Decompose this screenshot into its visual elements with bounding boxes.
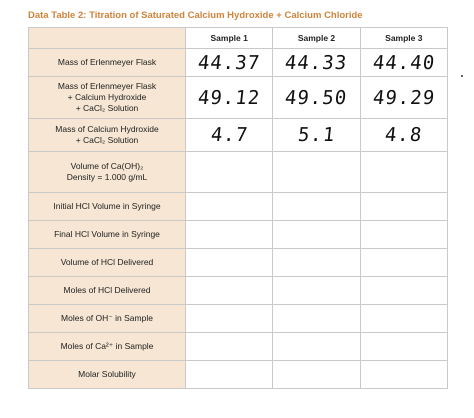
table-title: Data Table 2: Titration of Saturated Calcium Hydroxide + Calcium Chloride [28, 10, 363, 21]
value-cell-sample-2[interactable] [273, 361, 360, 389]
value-cell-sample-2[interactable] [273, 193, 360, 221]
row-label-molar-solubility: Molar Solubility [29, 361, 186, 389]
table-row [29, 249, 448, 277]
handwritten-value: 4.7 [209, 124, 249, 146]
handwritten-value: 49.50 [284, 86, 349, 109]
value-cell-sample-1[interactable] [186, 277, 273, 305]
data-table [28, 27, 448, 389]
row-label-moles-oh-in-sample: Moles of OH⁻ in Sample [29, 305, 186, 333]
value-cell-sample-2[interactable] [273, 49, 360, 77]
column-header-sample-1: Sample 1 [186, 28, 273, 49]
value-cell-sample-1[interactable] [186, 361, 273, 389]
value-cell-sample-1[interactable] [186, 221, 273, 249]
value-cell-sample-3[interactable] [360, 249, 447, 277]
row-label-line: Density = 1.000 g/mL [66, 172, 148, 182]
value-cell-sample-2[interactable] [273, 152, 360, 193]
row-label-volume-hcl-delivered: Volume of HCl Delivered [29, 249, 186, 277]
handwritten-value: 5.1 [296, 124, 337, 146]
value-cell-sample-2[interactable] [273, 333, 360, 361]
value-cell-sample-3[interactable] [360, 119, 447, 152]
value-cell-sample-2[interactable] [273, 221, 360, 249]
table-row [29, 152, 448, 193]
row-label-line: Mass of Calcium Hydroxide [55, 124, 159, 134]
handwritten-value: 44.37 [196, 51, 262, 74]
value-cell-sample-2[interactable] [273, 277, 360, 305]
value-cell-sample-2[interactable] [273, 77, 360, 119]
value-cell-sample-3[interactable] [360, 277, 447, 305]
value-cell-sample-3[interactable] [360, 193, 447, 221]
table-row [29, 193, 448, 221]
row-label-moles-hcl-delivered: Moles of HCl Delivered [29, 277, 186, 305]
table-row [29, 361, 448, 389]
value-cell-sample-2[interactable] [273, 249, 360, 277]
table-row [29, 77, 448, 119]
table-row [29, 221, 448, 249]
value-cell-sample-3[interactable] [360, 49, 447, 77]
handwritten-value: 44.33 [284, 51, 349, 74]
row-label-moles-ca-in-sample: Moles of Ca²⁺ in Sample [29, 333, 186, 361]
row-label-final-hcl-volume: Final HCl Volume in Syringe [29, 221, 186, 249]
table-row [29, 49, 448, 77]
table-row [29, 119, 448, 152]
value-cell-sample-1[interactable] [186, 152, 273, 193]
table-row [29, 305, 448, 333]
row-label-line: Mass of Erlenmeyer Flask [57, 57, 157, 67]
column-header-sample-3: Sample 3 [360, 28, 447, 49]
value-cell-sample-3[interactable] [360, 333, 447, 361]
header-corner-cell [29, 28, 186, 49]
stray-pen-mark [461, 75, 463, 77]
table-row [29, 333, 448, 361]
value-cell-sample-3[interactable] [360, 305, 447, 333]
handwritten-value: 4.8 [384, 124, 424, 146]
row-label-mass-calcium-hydroxide [29, 119, 186, 152]
table-row [29, 277, 448, 305]
column-header-sample-2: Sample 2 [273, 28, 360, 49]
row-label-initial-hcl-volume: Initial HCl Volume in Syringe [29, 193, 186, 221]
handwritten-value: 44.40 [371, 51, 437, 74]
value-cell-sample-2[interactable] [273, 305, 360, 333]
value-cell-sample-3[interactable] [360, 221, 447, 249]
row-label-line: Volume of Ca(OH)₂ [70, 161, 144, 171]
row-label-mass-flask-mixture [29, 77, 186, 119]
row-label-line: + CaCl₂ Solution [75, 103, 139, 113]
value-cell-sample-1[interactable] [186, 305, 273, 333]
value-cell-sample-1[interactable] [186, 333, 273, 361]
handwritten-value: 49.29 [371, 86, 437, 109]
value-cell-sample-1[interactable] [186, 249, 273, 277]
row-label-line: Mass of Erlenmeyer Flask [57, 81, 157, 91]
value-cell-sample-3[interactable] [360, 152, 447, 193]
header-row [29, 28, 448, 49]
row-label-line: + Calcium Hydroxide [67, 92, 147, 102]
value-cell-sample-2[interactable] [273, 119, 360, 152]
row-label-line: + CaCl₂ Solution [75, 135, 139, 145]
value-cell-sample-3[interactable] [360, 361, 447, 389]
row-label-volume-caoh2 [29, 152, 186, 193]
value-cell-sample-1[interactable] [186, 193, 273, 221]
value-cell-sample-1[interactable] [186, 49, 273, 77]
handwritten-value: 49.12 [196, 86, 262, 109]
value-cell-sample-3[interactable] [360, 77, 447, 119]
value-cell-sample-1[interactable] [186, 77, 273, 119]
value-cell-sample-1[interactable] [186, 119, 273, 152]
row-label-mass-flask [29, 49, 186, 77]
